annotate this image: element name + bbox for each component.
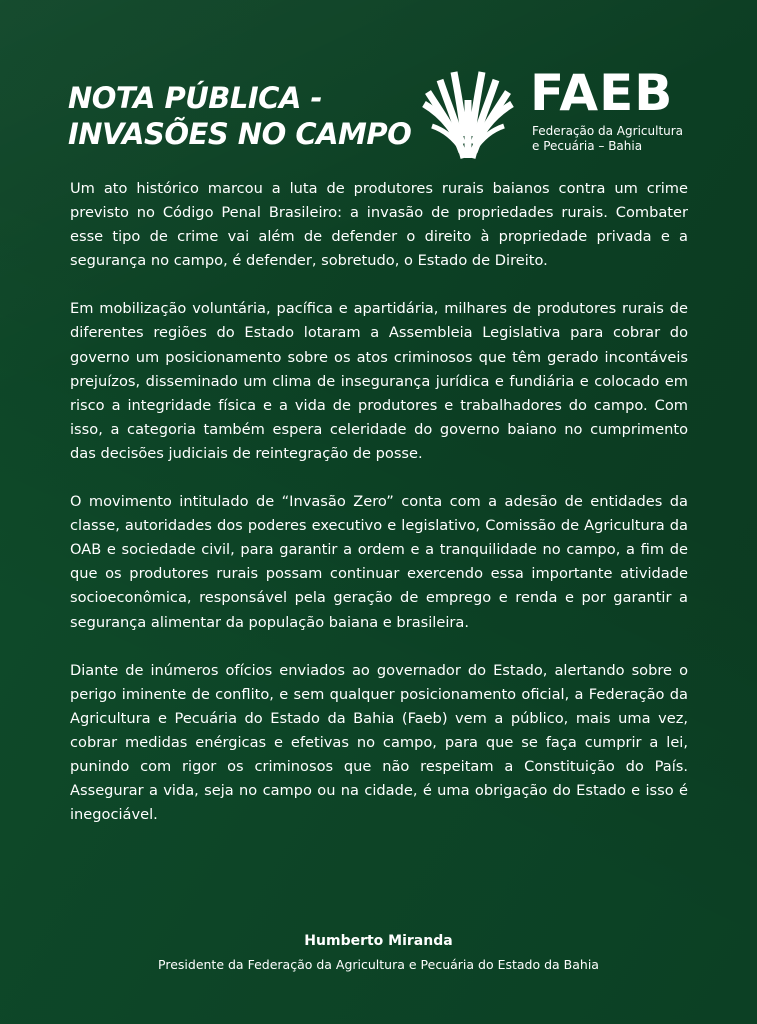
- page-title-line-1: NOTA PÚBLICA -: [68, 81, 323, 115]
- faeb-logo: [418, 64, 688, 164]
- signatory-name: Humberto Miranda: [304, 933, 453, 949]
- logo-acronym: FAEB: [530, 64, 674, 122]
- page-title-line-2: INVASÕES NO CAMPO: [68, 117, 412, 151]
- statement-body: [70, 177, 688, 851]
- paragraph-1: Um ato histórico marcou a luta de produtores rurais baianos contra um crime previsto no Código Penal Brasileiro: a invasão de propriedades rurais. Combater esse tipo de crime vai além de defender o direito à propriedade privada e a segurança no campo, é defender, sobretudo, o Estado de Direito.: [70, 180, 688, 270]
- signature-block: [0, 930, 757, 976]
- signatory-role: Presidente da Federação da Agricultura e Pecuária do Estado da Bahia: [158, 957, 599, 972]
- paragraph-4: Diante de inúmeros ofícios enviados ao governador do Estado, alertando sobre o perigo iminente de conflito, e sem qualquer posicionamento oficial, a Federação da Agricultura e Pecuária do Estado da Bahia (Faeb) vem a público, mais uma vez, cobrar medidas enérgicas e efetivas no campo, para que se faça cumprir a lei, punindo com rigor os criminosos que não respeitam a Constituição do País. Assegurar a vida, seja no campo ou na cidade, é uma obrigação do Estado e isso é inegociável.: [70, 661, 688, 824]
- paragraph-3: O movimento intitulado de “Invasão Zero” conta com a adesão de entidades da classe, autoridades dos poderes executivo e legislativo, Comissão de Agricultura da OAB e sociedade civil, para garantir a ordem e a tranquilidade no campo, a fim de que os produtores rurais possam continuar exercendo essa importante atividade socioeconômica, responsável pela geração de emprego e renda e por garantir a segurança alimentar da população baiana e brasileira.: [70, 493, 688, 631]
- page-title: [68, 80, 412, 152]
- wheat-leaf-logo-icon: [418, 64, 518, 160]
- logo-subtitle-line-2: e Pecuária – Bahia: [532, 139, 643, 153]
- paragraph-2: Em mobilização voluntária, pacífica e apartidária, milhares de produtores rurais de diferentes regiões do Estado lotaram a Assembleia Legislativa para cobrar do governo um posicionamento sobre os atos criminosos que têm gerado incontáveis prejuízos, disseminado um clima de insegurança jurídica e fundiária e colocado em risco a integridade física e a vida de produtores e trabalhadores do campo. Com isso, a categoria também espera celeridade do governo baiano no cumprimento das decisões judiciais de reintegração de posse.: [70, 300, 688, 462]
- logo-subtitle: [532, 124, 692, 154]
- logo-subtitle-line-1: Federação da Agricultura: [532, 124, 684, 138]
